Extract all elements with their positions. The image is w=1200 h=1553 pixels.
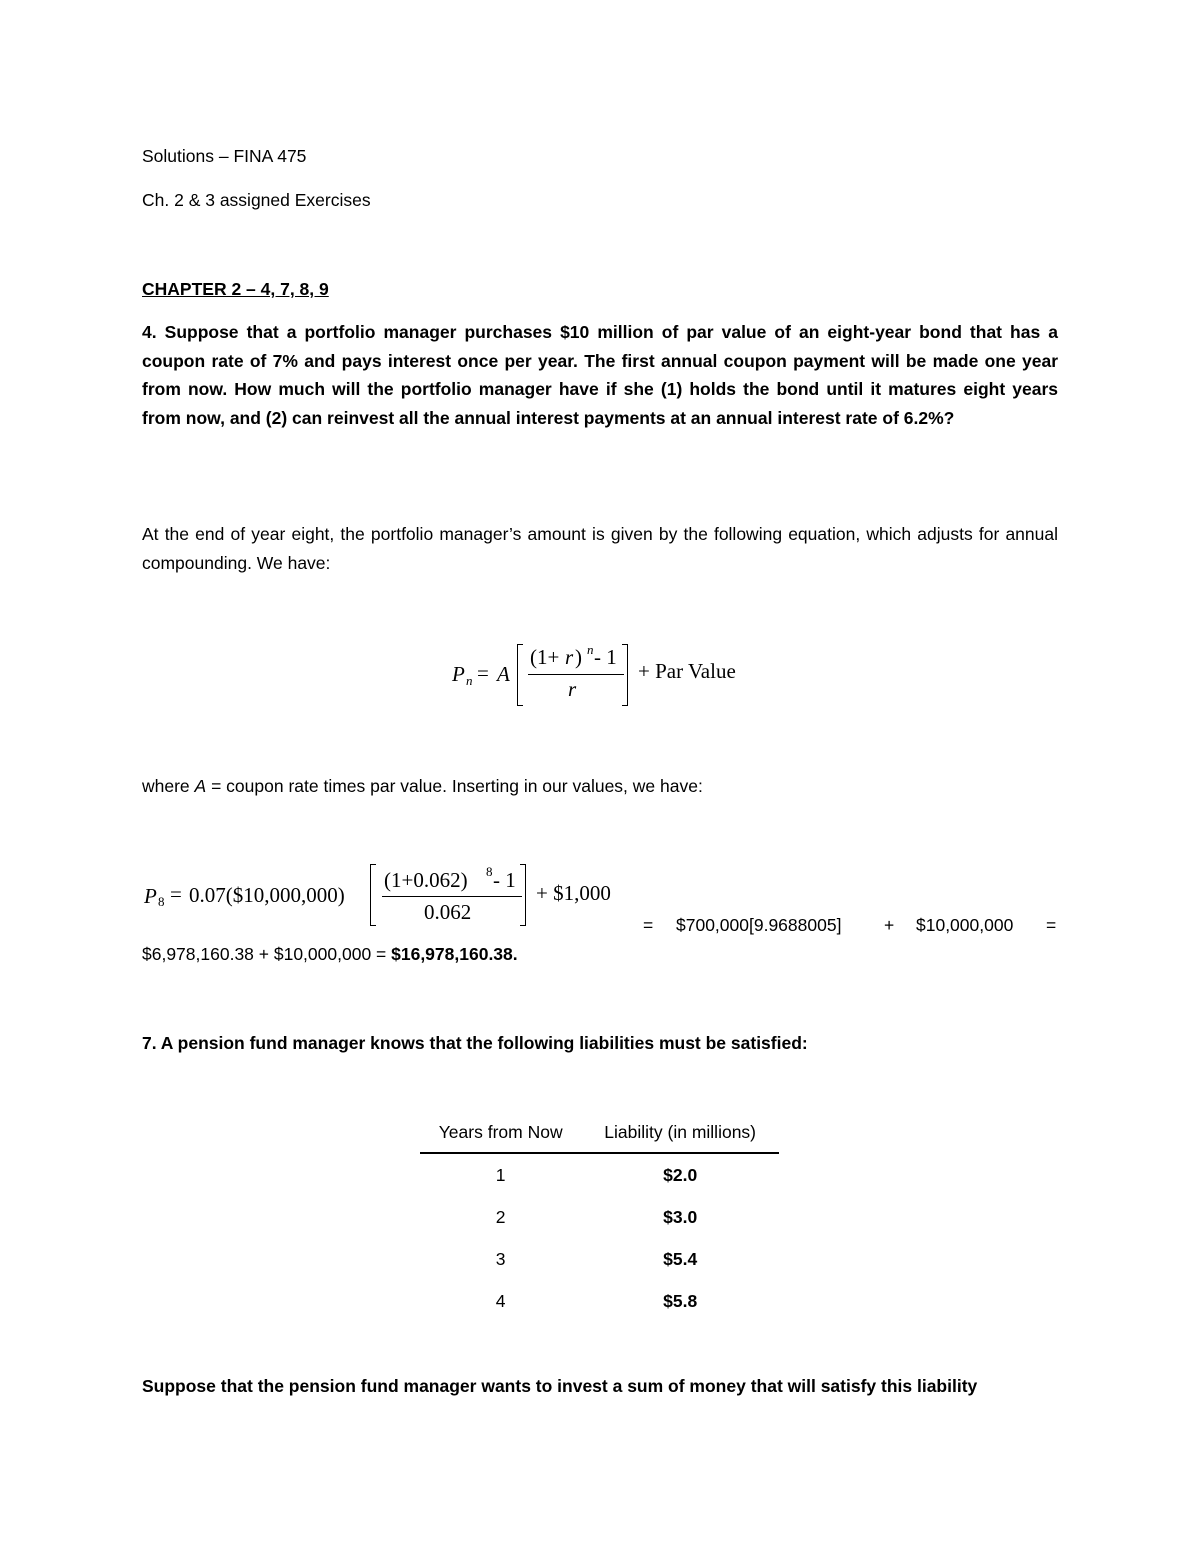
liability-cell: $5.8 (663, 1290, 698, 1311)
chapter-heading: CHAPTER 2 – 4, 7, 8, 9 (142, 279, 329, 299)
formula2-equals: = (170, 882, 182, 906)
formula1-num-exp: n (587, 642, 594, 657)
formula2-denominator: 0.062 (424, 900, 472, 924)
liabilities-table (420, 1112, 779, 1322)
formula2-lhs-var: P (144, 884, 157, 908)
table-row (420, 1196, 779, 1238)
table-row (420, 1153, 779, 1196)
year-cell: 4 (495, 1290, 506, 1311)
formula2-fraction-bar (382, 896, 522, 897)
year-cell: 1 (495, 1164, 506, 1185)
formula1-num-var: r (565, 645, 574, 669)
formula1-right-bracket (622, 644, 628, 706)
year-cell: 2 (495, 1206, 506, 1227)
column-header-years: Years from Now (420, 1112, 581, 1153)
formula2-lhs-sub: 8 (158, 894, 165, 909)
formula2-coef: 0.07($10,000,000) (189, 883, 345, 907)
table-row (420, 1280, 779, 1322)
formula2-num-exp: 8 (486, 864, 493, 879)
table-header-row (420, 1112, 779, 1153)
formula1-lhs-sub: n (466, 673, 473, 688)
result1-plus: + (884, 915, 895, 935)
liability-cell: $2.0 (663, 1164, 698, 1185)
formula1-num-prefix: (1+ (530, 645, 560, 669)
formula2-left-bracket (370, 864, 376, 926)
formula1-lhs-var: P (452, 662, 465, 686)
document-title: Solutions – FINA 475 (142, 146, 307, 166)
q4-intro: At the end of year eight, the portfolio manager’s amount is given by the following equation, which adjusts for annual compounding. We have: (142, 524, 1058, 573)
formula1-num-suffix: - 1 (594, 645, 617, 669)
where-var: A (194, 776, 207, 796)
where-line (142, 776, 703, 797)
formula1-coef: A (497, 662, 510, 686)
formula2-numerator: (1+0.062) (384, 868, 468, 892)
formula1-left-bracket (517, 644, 523, 706)
column-header-liability: Liability (in millions) (581, 1112, 779, 1153)
result1-term-a: $700,000[9.9688005] (676, 915, 842, 935)
result1-term-b: $10,000,000 (916, 915, 1014, 935)
question-4: 4. Suppose that a portfolio manager purchases $10 million of par value of an eight-year bond that has a coupon rate of 7% and pays interest once per year. The first annual coupon payment will be made one year from now. How much will the portfolio manager have if she (1) holds the bond until it matures eight years from now, and (2) can reinvest all the annual interest payments at an annual interest rate of 6.2%? (142, 322, 1058, 428)
document-subtitle: Ch. 2 & 3 assigned Exercises (142, 190, 371, 210)
formula1-num-close: ) (575, 645, 582, 669)
question-7: 7. A pension fund manager knows that the following liabilities must be satisfied: (142, 1033, 808, 1053)
liability-cell: $3.0 (663, 1206, 698, 1227)
formula1-denominator: r (568, 677, 577, 701)
result-line-2 (142, 944, 518, 965)
result2-total: $16,978,160.38. (391, 944, 518, 964)
result2-plain: $6,978,160.38 + $10,000,000 = (142, 944, 392, 964)
formula1-tail: + Par Value (638, 659, 736, 683)
where-suffix: = coupon rate times par value. Inserting in our values, we have: (206, 776, 703, 796)
table-row (420, 1238, 779, 1280)
result1-equals: = (643, 915, 654, 935)
formula2-tail: + $1,000 (536, 881, 611, 905)
where-prefix: where (142, 776, 195, 796)
formula1-fraction-bar (528, 674, 624, 675)
year-cell: 3 (495, 1248, 506, 1269)
q7-followup: Suppose that the pension fund manager wants to invest a sum of money that will satisfy this liability (142, 1376, 978, 1396)
formula2-right-bracket (520, 864, 526, 926)
result1-equals-2: = (1046, 915, 1057, 935)
liability-cell: $5.4 (663, 1248, 698, 1269)
formula1-equals: = (477, 661, 489, 685)
formula2-num-suffix: - 1 (493, 868, 516, 892)
